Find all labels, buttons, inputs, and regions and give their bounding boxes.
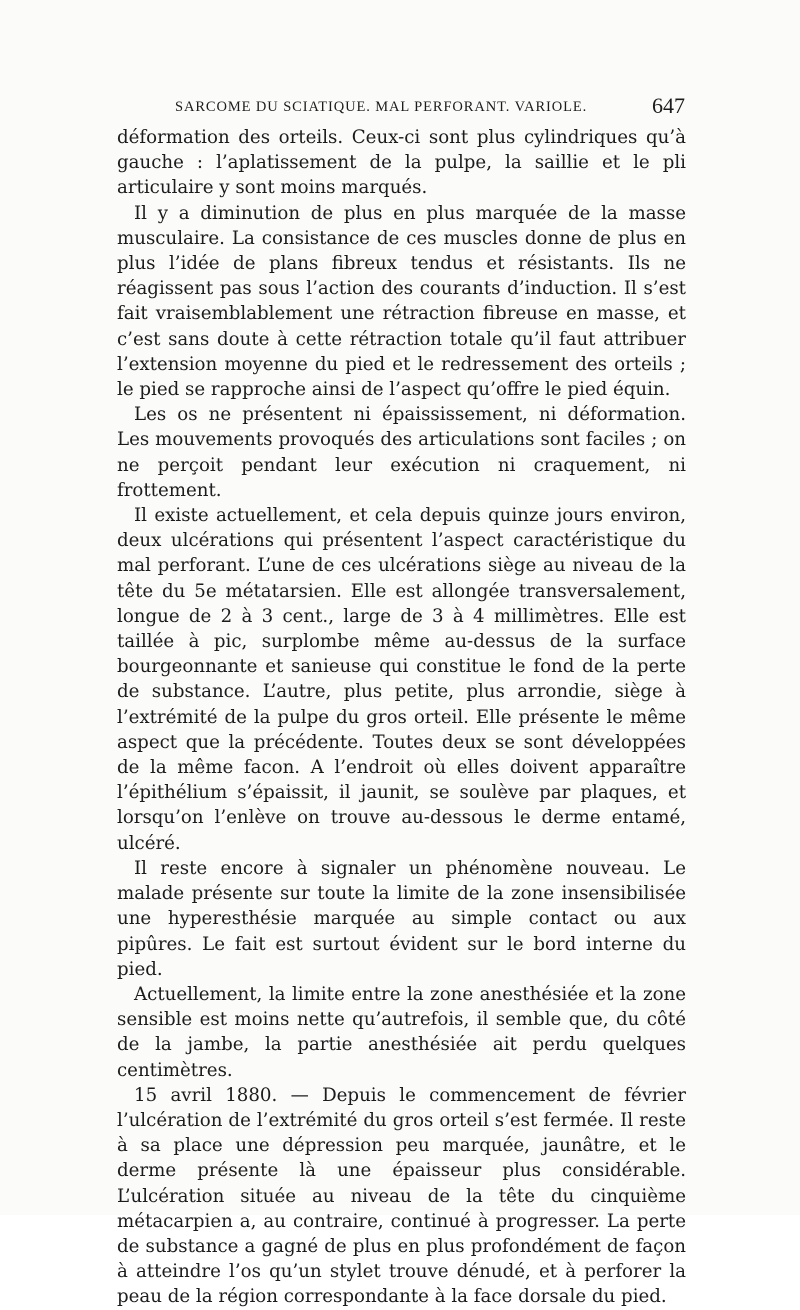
paragraph: Actuellement, la limite entre la zone anesthésiée et la zone sensible est moins nette qu’autrefois, il semble que, du côté de la jambe, la partie anesthésiée ait perdu quelques centimètres. (117, 983, 686, 1081)
body-text (117, 125, 686, 1310)
running-title: SARCOME DU SCIATIQUE. MAL PERFORANT. VARIOLE. (175, 99, 588, 115)
page-number: 647 (652, 93, 685, 118)
paragraph: déformation des orteils. Ceux-ci sont plus cylindriques qu’à gauche : l’aplatissement de la pulpe, la saillie et le pli articulaire y sont moins marqués. (117, 127, 686, 199)
paragraph: Il reste encore à signaler un phénomène nouveau. Le malade présente sur toute la limite de la zone insensibilisée une hyperesthésie marquée au simple contact ou aux pipûres. Le fait est surtout évident sur le bord interne du pied. (117, 857, 686, 980)
running-head (117, 93, 689, 119)
paragraph: Il existe actuellement, et cela depuis quinze jours environ, deux ulcérations qui présentent l’aspect caractéristique du mal perforant. L’une de ces ulcérations siège au niveau de la tête du 5e métatarsien. Elle est allongée transversalement, longue de 2 à 3 cent., large de 3 à 4 millimètres. Elle est taillée à pic, surplombe même au-dessus de la surface bourgeonnante et sanieuse qui constitue le fond de la perte de substance. L’autre, plus petite, plus arrondie, siège à l’extrémité de la pulpe du gros orteil. Elle présente le même aspect que la précédente. Toutes deux se sont développées de la même facon. A l’endroit où elles doivent apparaître l’épithélium s’épaissit, il jaunit, se soulève par plaques, et lorsqu’on l’enlève on trouve au-dessous le derme entamé, ulcéré. (117, 505, 686, 854)
paragraph: Il y a diminution de plus en plus marquée de la masse musculaire. La consistance de ces muscles donne de plus en plus l’idée de plans fibreux tendus et résistants. Ils ne réagissent pas sous l’action des courants d’induction. Il s’est fait vraisemblablement une rétraction fibreuse en masse, et c’est sans doute à cette rétraction totale qu’il faut attribuer l’extension moyenne du pied et le redressement des orteils ; le pied se rapproche ainsi de l’aspect qu’offre le pied équin. (117, 202, 686, 401)
paragraph: Les os ne présentent ni épaississement, ni déformation. Les mouvements provoqués des articulations sont faciles ; on ne perçoit pendant leur exécution ni craquement, ni frottement. (117, 404, 686, 501)
paragraph: 15 avril 1880. — Depuis le commencement de février l’ulcération de l’extrémité du gros orteil s’est fermée. Il reste à sa place une dépression peu marquée, jaunâtre, et le derme présente là une épaisseur plus considérable. L’ulcération située au niveau de la tête du cinquième métacarpien a, au contraire, continué à progresser. La perte de substance a gagné de plus en plus profondément de façon à atteindre l’os qu’un stylet trouve dénudé, et à perforer la peau de la région correspondante à la face dorsale du pied. (117, 1084, 686, 1308)
